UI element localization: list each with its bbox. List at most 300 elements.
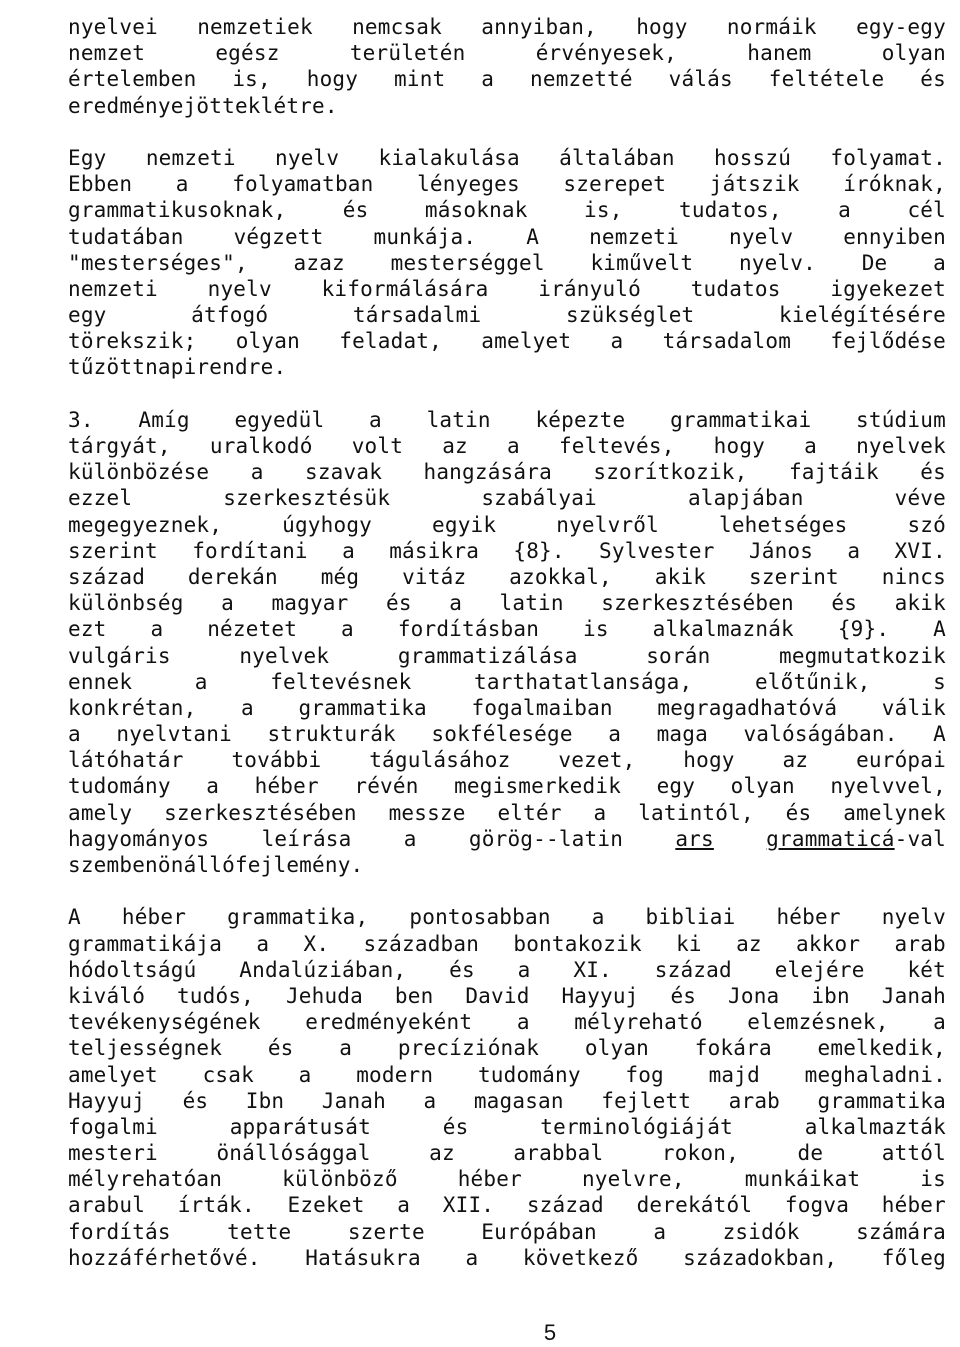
word: héber	[254, 774, 319, 799]
word: a	[465, 1245, 479, 1270]
word: és	[182, 1088, 209, 1113]
word: látóhatár	[68, 748, 184, 773]
word: csak	[202, 1062, 254, 1087]
word: olyan	[730, 774, 795, 799]
text-line	[68, 1088, 946, 1114]
word: XI.	[573, 957, 612, 982]
word: úgyhogy	[282, 512, 373, 537]
word: válás	[668, 67, 733, 92]
word: nemzetté	[530, 67, 633, 92]
text-line	[68, 800, 946, 826]
word: ezt	[68, 617, 107, 642]
word: mélyrehatóan	[68, 1167, 223, 1192]
word: amelyet	[481, 329, 572, 354]
word: és	[920, 67, 946, 92]
word: hogy	[306, 67, 359, 92]
word: precíziónak	[397, 1036, 540, 1061]
word: ennyiben	[843, 224, 946, 249]
word: feltevésnek	[270, 669, 412, 694]
word: egy-egy	[856, 15, 946, 39]
word: Ebben	[68, 172, 133, 197]
word: fogalmaiban	[471, 695, 613, 720]
text-line	[68, 93, 946, 119]
word: lehetséges	[719, 512, 848, 537]
word: arab	[728, 1088, 781, 1113]
word: véve	[894, 486, 946, 511]
word: önálló	[157, 853, 235, 877]
word: messze	[388, 800, 466, 825]
word: s	[933, 669, 946, 694]
word: hódoltságú	[68, 957, 197, 982]
word: a	[516, 1010, 530, 1035]
word: a	[653, 1219, 667, 1244]
word: olyan	[881, 41, 946, 66]
word: Hayyuj	[561, 983, 639, 1008]
paragraph-gap	[68, 878, 946, 904]
word: tűzött	[68, 355, 146, 380]
word: szerint	[68, 538, 158, 563]
word: nemzetiek	[197, 15, 313, 39]
word: század	[526, 1193, 604, 1218]
word: terminológiáját	[540, 1114, 733, 1139]
text-line	[68, 747, 946, 773]
word: folyamat.	[830, 145, 946, 170]
page-number: 5	[543, 1320, 557, 1345]
text-line	[68, 904, 946, 930]
word: nincs	[881, 564, 946, 589]
word: latintól,	[638, 800, 754, 825]
word: hagyományos	[68, 826, 210, 851]
word: és	[449, 957, 475, 982]
word: szerepet	[563, 172, 667, 197]
text-line	[68, 826, 946, 852]
word: cél	[907, 198, 946, 223]
word: fejlődése	[830, 329, 946, 354]
word: sokfélesége	[431, 722, 573, 747]
text-line	[68, 1035, 946, 1061]
word: a	[342, 538, 355, 563]
word: alkalmaznák	[652, 617, 794, 642]
word: kiművelt	[590, 250, 694, 275]
word: napirendre.	[145, 355, 287, 380]
word: egész	[215, 41, 280, 66]
word: a	[206, 774, 220, 799]
word: fokára	[694, 1036, 772, 1061]
word: egy	[68, 303, 107, 328]
text-line	[68, 931, 946, 957]
word: fordításban	[397, 617, 540, 642]
word: arab	[894, 931, 946, 956]
word: a	[481, 67, 495, 92]
text-line	[68, 459, 946, 485]
word: és	[267, 1036, 294, 1061]
word: arabul	[68, 1193, 146, 1218]
word: ennek	[68, 669, 133, 694]
word: Amíg	[138, 407, 190, 432]
word: mélyreható	[574, 1010, 703, 1035]
text-line	[68, 957, 946, 983]
word: különböző	[282, 1167, 398, 1192]
word: nemzeti	[589, 224, 679, 249]
text-line	[68, 695, 946, 721]
word: az	[736, 931, 762, 956]
word: fogva	[784, 1193, 850, 1218]
word: grammaticá-val	[766, 826, 946, 851]
word: hogy	[713, 434, 766, 458]
word: és	[342, 198, 369, 223]
word: mint	[394, 67, 446, 92]
word: nézetet	[207, 617, 298, 642]
word: nyelv	[881, 905, 946, 930]
word: a	[341, 617, 354, 642]
word: fordítás	[68, 1219, 171, 1244]
word: akik	[894, 591, 946, 616]
text-line	[68, 773, 946, 799]
word: eredménye	[68, 93, 184, 118]
word: héber	[457, 1167, 522, 1192]
word: a	[339, 1036, 353, 1061]
word: megegyeznek,	[68, 512, 223, 537]
word: nyelvek	[856, 434, 946, 458]
text-line	[68, 224, 946, 250]
word: amelyet	[68, 1062, 158, 1087]
text-line	[68, 616, 946, 642]
word: megmutatkozik	[779, 643, 946, 668]
word: végzett	[233, 224, 324, 249]
text-line	[68, 538, 946, 564]
word: annyiban,	[481, 15, 597, 39]
word: a	[150, 617, 164, 642]
word: szerkesztésében	[601, 591, 794, 616]
word: hogy	[683, 748, 735, 773]
word: megismerkedik	[454, 774, 622, 799]
word: fog	[625, 1062, 664, 1087]
word: törekszik;	[68, 329, 197, 354]
text-line	[68, 276, 946, 302]
text-line	[68, 1166, 946, 1192]
word: nyelvvel,	[830, 774, 946, 799]
word: a	[610, 329, 624, 354]
word: nyelv.	[738, 250, 816, 275]
word: derekán	[187, 564, 278, 589]
word: nemzet	[68, 41, 146, 66]
word: jöttek	[183, 93, 261, 118]
word: és	[442, 1114, 469, 1139]
word: nemzeti	[145, 145, 236, 170]
word: értelemben	[68, 67, 197, 92]
word: a	[256, 931, 270, 956]
word: társadalom	[662, 329, 792, 354]
text-line	[68, 590, 946, 616]
word: héber	[776, 905, 841, 930]
word: grammatikai	[670, 407, 812, 432]
word: olyan	[235, 329, 300, 354]
word: tudatos	[690, 276, 781, 301]
word: és	[920, 460, 946, 485]
word: apparátusát	[229, 1114, 371, 1139]
word: amelynek	[843, 800, 946, 825]
word: a	[591, 905, 605, 930]
text-line	[68, 721, 946, 747]
word: fajtáik	[788, 460, 879, 485]
word: területén	[349, 41, 466, 66]
word: bibliai	[645, 905, 736, 930]
word: fordítani	[192, 538, 308, 563]
word: önállósággal	[216, 1141, 371, 1166]
word: szemben	[68, 853, 158, 877]
word: Ezeket	[287, 1193, 365, 1218]
word: alkalmazták	[804, 1114, 946, 1139]
text-line	[68, 1062, 946, 1088]
word: nyelvről	[556, 512, 659, 537]
word: különbség	[68, 591, 184, 616]
text-line	[68, 1245, 946, 1271]
word: ibn	[811, 983, 850, 1008]
word: hosszú	[714, 145, 792, 170]
word: tette	[227, 1219, 292, 1244]
word: nyelvek	[239, 643, 330, 668]
word: ki	[676, 931, 702, 956]
word: egy	[656, 774, 696, 799]
word: a	[241, 695, 254, 720]
word: azokkal,	[509, 564, 612, 589]
word: derekától	[636, 1193, 753, 1218]
word: magasan	[473, 1088, 564, 1113]
document-page	[68, 14, 946, 1271]
word: A	[933, 722, 946, 747]
word: eredményeként	[305, 1010, 473, 1035]
word: grammatikusoknak,	[68, 198, 287, 223]
text-line	[68, 564, 946, 590]
text-line	[68, 485, 946, 511]
word: szerte	[347, 1219, 425, 1244]
word: alapjában	[687, 486, 804, 511]
word: maga	[656, 722, 708, 747]
word: uralkodó	[209, 434, 313, 458]
word: hogy	[636, 15, 688, 39]
word: is	[920, 1167, 946, 1192]
word: kiváló	[68, 983, 146, 1008]
word: XII.	[442, 1193, 495, 1218]
word: századokban,	[683, 1245, 838, 1270]
word: görög--latin	[468, 826, 624, 851]
word: kialakulása	[378, 145, 520, 170]
text-line	[68, 433, 946, 459]
word: másoknak	[424, 198, 528, 223]
word: is	[583, 617, 609, 642]
word: bontakozik	[513, 931, 642, 956]
word: Janah	[321, 1088, 386, 1113]
word: tágulásához	[369, 748, 511, 773]
word: grammatika,	[227, 905, 369, 930]
word: kiformálására	[321, 276, 489, 301]
word: eltér	[497, 800, 562, 825]
word: {9}.	[837, 617, 890, 642]
word: konkrétan,	[68, 695, 197, 720]
word: különbözése	[68, 460, 210, 485]
word: íróknak,	[843, 172, 946, 197]
text-line	[68, 145, 946, 171]
word: a	[194, 669, 208, 694]
word: még	[320, 564, 360, 589]
word: a	[838, 198, 852, 223]
word: latin	[499, 591, 564, 616]
word: szükséglet	[565, 303, 695, 328]
word: azaz	[293, 250, 345, 275]
word: ben	[394, 983, 434, 1008]
word: a	[68, 722, 81, 747]
text-line	[68, 852, 946, 878]
text-line	[68, 197, 946, 223]
paragraph-1	[68, 14, 946, 119]
word: grammatizálása	[397, 643, 578, 668]
word: érvényesek,	[535, 41, 677, 66]
word: attól	[881, 1141, 946, 1166]
word: grammatikája	[68, 931, 223, 956]
text-line	[68, 14, 946, 40]
word: héber	[121, 905, 187, 930]
paragraph-2	[68, 145, 946, 381]
text-line	[68, 669, 946, 695]
word: a	[847, 538, 861, 563]
text-line	[68, 1009, 946, 1035]
word: ezzel	[68, 486, 133, 511]
text-line	[68, 250, 946, 276]
word: tudós,	[176, 983, 255, 1008]
word: egyik	[432, 512, 497, 537]
word: szerkesztésük	[223, 486, 391, 511]
word: európai	[856, 748, 946, 773]
word: a	[593, 800, 607, 825]
word: átfogó	[191, 303, 269, 328]
word: a	[423, 1088, 437, 1113]
word: feltétele	[768, 67, 885, 92]
word: fejlett	[601, 1088, 692, 1113]
text-line	[68, 512, 946, 538]
word: hangzására	[423, 460, 552, 485]
word: a	[397, 1193, 411, 1218]
word: munkáikat	[744, 1167, 861, 1192]
word: két	[907, 957, 946, 982]
word: egyedül	[234, 407, 325, 432]
word: modern	[356, 1062, 434, 1087]
word: meghaladni.	[804, 1062, 946, 1087]
word: tudomány	[68, 774, 171, 799]
word: 3.	[68, 407, 94, 432]
word: vezet,	[558, 748, 636, 773]
word: a	[221, 591, 234, 616]
word: strukturák	[267, 722, 396, 747]
word: feltevés,	[558, 434, 675, 458]
word: főleg	[881, 1245, 946, 1270]
word: folyamatban	[232, 172, 374, 197]
word: a	[517, 957, 531, 982]
word: és	[831, 591, 858, 616]
text-line	[68, 66, 946, 92]
word: normáik	[726, 15, 817, 39]
word: is,	[584, 198, 623, 223]
word: a	[507, 434, 520, 458]
word: nyelvre,	[581, 1167, 685, 1192]
word: a	[933, 1010, 946, 1035]
word: kielégítésére	[779, 303, 946, 328]
word: De	[861, 250, 888, 275]
word: az	[429, 1141, 455, 1166]
word: feladat,	[339, 329, 442, 354]
word: vitáz	[402, 564, 467, 589]
paragraph-gap	[68, 381, 946, 407]
word: Jehuda	[285, 983, 363, 1008]
word: nyelvtani	[116, 722, 232, 747]
word: elejére	[774, 957, 865, 982]
text-line	[68, 302, 946, 328]
word: Andalúziában,	[239, 957, 407, 982]
word: a	[175, 172, 189, 197]
word: teljességnek	[68, 1036, 223, 1061]
word: volt	[351, 434, 404, 458]
word: század	[654, 957, 732, 982]
text-line	[68, 983, 946, 1009]
word: nyelv	[207, 276, 272, 301]
word: megragadhatóvá	[657, 695, 838, 720]
word: szorítkozik,	[593, 460, 748, 485]
word: X.	[303, 931, 330, 956]
word: tudomány	[477, 1062, 581, 1087]
word: további	[231, 748, 322, 773]
word: szerint	[749, 564, 839, 589]
paragraph-3	[68, 407, 946, 878]
word: szavak	[305, 460, 383, 485]
text-line	[68, 643, 946, 669]
word: század	[68, 564, 146, 589]
word: a	[250, 460, 264, 485]
word: stúdium	[856, 407, 946, 432]
word: tevékenységének	[68, 1010, 261, 1035]
word: magyar	[271, 591, 349, 616]
word: akik	[654, 564, 707, 589]
word: írták.	[177, 1193, 255, 1218]
word: valóságában.	[743, 722, 898, 747]
word: A	[68, 905, 81, 930]
word: és	[386, 591, 412, 616]
text-line	[68, 407, 946, 433]
word: amely	[68, 800, 133, 825]
text-line	[68, 328, 946, 354]
word: során	[646, 643, 711, 668]
word: hanem	[747, 41, 812, 66]
word: pontosabban	[409, 905, 551, 930]
word: tudatos,	[679, 198, 782, 223]
word: leírása	[261, 826, 352, 851]
word: héber	[881, 1193, 946, 1218]
word: létre.	[260, 93, 338, 118]
word: nemzeti	[68, 276, 158, 301]
word: révén	[354, 774, 419, 799]
word: szabályai	[481, 486, 597, 511]
word: zsidók	[722, 1219, 800, 1244]
word: szó	[907, 512, 946, 537]
word: a	[608, 722, 622, 747]
word: Jona	[728, 983, 780, 1008]
word: Egy	[68, 145, 107, 170]
word: században	[363, 931, 480, 956]
word: fejlemény.	[234, 853, 364, 877]
word: rokon,	[661, 1141, 739, 1166]
word: Sylvester	[599, 538, 715, 563]
text-line	[68, 1140, 946, 1166]
word: válik	[881, 695, 946, 720]
word: következő	[522, 1245, 639, 1270]
